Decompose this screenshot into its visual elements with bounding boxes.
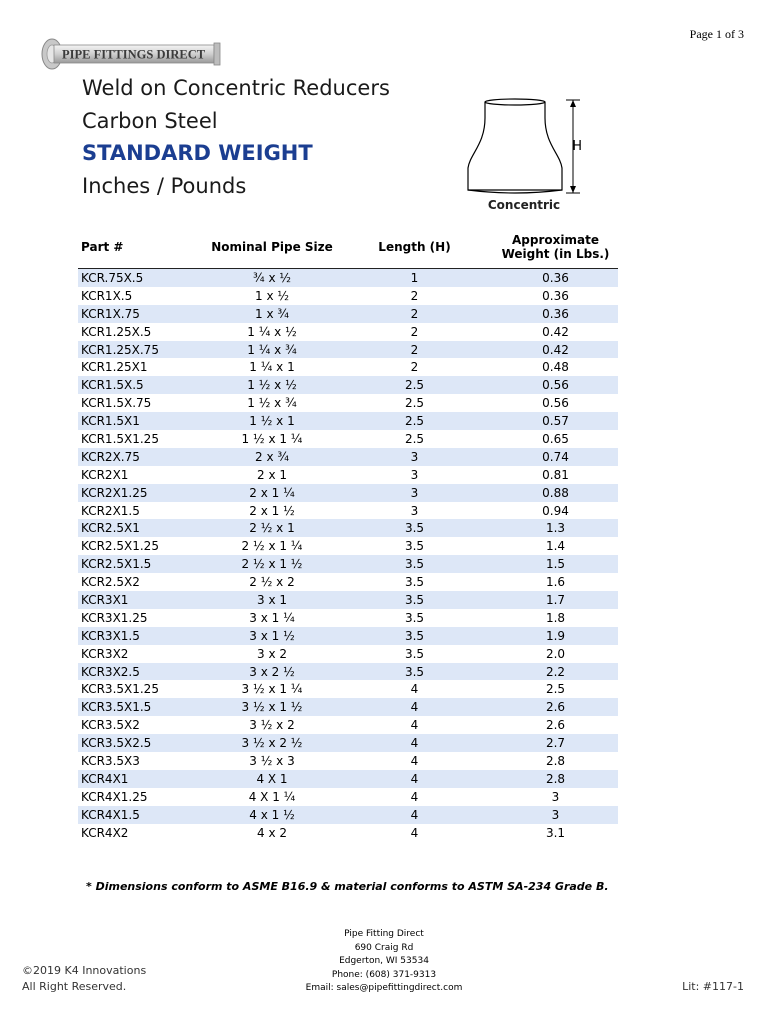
- cell-length: 2.5: [336, 376, 493, 394]
- table-row: [78, 448, 618, 466]
- cell-part-number: KCR2X1.5: [81, 503, 140, 518]
- cell-part-number: KCR3.5X1.25: [81, 682, 159, 697]
- header-length: Length (H): [378, 240, 451, 254]
- cell-part-number: KCR2.5X1.5: [78, 555, 208, 573]
- copyright: [22, 963, 146, 995]
- cell-length: 4: [336, 806, 493, 824]
- table-row: [78, 358, 618, 376]
- address-phone: Phone: (608) 371-9313: [331, 969, 437, 980]
- cell-weight: 1.8: [545, 610, 566, 625]
- cell-length: 3.5: [336, 663, 493, 681]
- cell-nominal-size: 3 ½ x 2: [249, 718, 295, 733]
- table-row: [78, 591, 618, 609]
- cell-weight: 3.1: [545, 825, 566, 840]
- cell-part-number: KCR3.5X1.5: [78, 698, 208, 716]
- title-material: Carbon Steel: [82, 108, 218, 133]
- cell-weight: 0.94: [542, 503, 569, 518]
- table-row: [78, 502, 618, 520]
- logo-text: PIPE FITTINGS DIRECT: [62, 47, 206, 62]
- cell-weight: 1.4: [545, 539, 566, 554]
- table-header-row: [78, 226, 618, 268]
- cell-nominal-size: 1 ½ x 1: [208, 412, 336, 430]
- cell-weight: 0.88: [493, 484, 618, 502]
- cell-length: 4: [410, 789, 419, 804]
- cell-nominal-size: 3 x 1: [208, 591, 336, 609]
- cell-nominal-size: 3 ½ x 2 ½: [208, 734, 336, 752]
- cell-weight: 0.74: [493, 448, 618, 466]
- table-row: [78, 680, 618, 698]
- cell-length: 2: [336, 305, 493, 323]
- cell-part-number: KCR3.5X2.5: [78, 734, 208, 752]
- cell-part-number: KCR1X.5: [81, 288, 133, 303]
- cell-weight: 2.5: [545, 682, 566, 697]
- address-company-name: Pipe Fitting Direct: [344, 929, 424, 939]
- cell-nominal-size: 2 x 1 ¼: [208, 484, 336, 502]
- cell-weight: 0.48: [542, 360, 569, 375]
- cell-nominal-size: 1 ½ x ¾: [247, 396, 297, 411]
- diagram-caption: Concentric: [487, 198, 561, 212]
- cell-weight: 0.42: [493, 341, 618, 359]
- cell-weight: 1.5: [493, 555, 618, 573]
- cell-part-number: KCR2X1: [81, 467, 129, 482]
- cell-length: 3: [410, 467, 419, 482]
- table-row: [78, 394, 618, 412]
- table-row: [78, 305, 618, 323]
- cell-nominal-size: 3 x 1 ½: [208, 627, 336, 645]
- table-row: [78, 770, 618, 788]
- cell-length: 3: [410, 503, 419, 518]
- cell-part-number: KCR2.5X2: [81, 575, 140, 590]
- cell-nominal-size: 1 x ½: [255, 288, 289, 303]
- cell-nominal-size: 1 x ¾: [208, 305, 336, 323]
- cell-length: 4: [336, 698, 493, 716]
- cell-length: 3.5: [336, 627, 493, 645]
- table-row: [78, 323, 618, 341]
- cell-nominal-size: 3 x 2: [257, 646, 287, 661]
- header-weight: [493, 226, 618, 268]
- cell-weight: 3: [493, 806, 618, 824]
- cell-part-number: KCR.75X.5: [78, 269, 208, 287]
- footnote: * Dimensions conform to ASME B16.9 & material conforms to ASTM SA-234 Grade B.: [86, 880, 609, 893]
- document-title: [82, 72, 390, 202]
- cell-weight: 0.42: [542, 324, 569, 339]
- cell-part-number: KCR3X1: [78, 591, 208, 609]
- cell-part-number: KCR4X2: [81, 825, 129, 840]
- cell-length: 3.5: [404, 610, 425, 625]
- cell-nominal-size: 2 x ¾: [208, 448, 336, 466]
- cell-weight: 2.6: [545, 718, 566, 733]
- cell-length: 2: [336, 341, 493, 359]
- table-row: [78, 752, 618, 770]
- page-number: Page 1 of 3: [689, 27, 744, 41]
- cell-nominal-size: 3 ½ x 3: [249, 753, 295, 768]
- table-row: [78, 519, 618, 537]
- cell-length: 2.5: [404, 431, 425, 446]
- cell-nominal-size: 1 ¼ x ¾: [208, 341, 336, 359]
- cell-part-number: KCR1.25X.75: [78, 341, 208, 359]
- table-row: [78, 806, 618, 824]
- cell-length: 3.5: [336, 591, 493, 609]
- table-row: [78, 341, 618, 359]
- cell-weight: 0.36: [493, 305, 618, 323]
- table-row: [78, 537, 618, 555]
- header-weight-line1: Approximate: [512, 233, 599, 247]
- cell-weight: 0.56: [493, 376, 618, 394]
- cell-weight: 0.65: [542, 431, 569, 446]
- table-row: [78, 287, 618, 305]
- cell-nominal-size: 3 x 1 ¼: [249, 610, 295, 625]
- cell-nominal-size: 2 ½ x 1: [208, 519, 336, 537]
- table-row: [78, 555, 618, 573]
- cell-nominal-size: 3 ½ x 1 ¼: [241, 682, 303, 697]
- cell-nominal-size: 4 X 1 ¼: [248, 789, 296, 804]
- cell-nominal-size: 2 x 1: [257, 467, 287, 482]
- cell-length: 3.5: [404, 539, 425, 554]
- table-row: [78, 430, 618, 448]
- cell-weight: 2.2: [493, 663, 618, 681]
- table-row: [78, 734, 618, 752]
- pipe-fittings-direct-logo: [38, 37, 224, 71]
- cell-length: 3.5: [404, 575, 425, 590]
- address-email: Email: sales@pipefittingdirect.com: [305, 983, 463, 993]
- table-row: [78, 627, 618, 645]
- cell-part-number: KCR1.5X.5: [78, 376, 208, 394]
- cell-weight: 2.0: [545, 646, 566, 661]
- table-row: [78, 269, 618, 287]
- table-body: [78, 269, 618, 842]
- cell-nominal-size: 1 ¼ x 1: [249, 360, 295, 375]
- cell-part-number: KCR3X2.5: [78, 663, 208, 681]
- table-row: [78, 698, 618, 716]
- cell-length: 4: [410, 753, 419, 768]
- table-row: [78, 788, 618, 806]
- title-weight-class: STANDARD WEIGHT: [82, 141, 313, 165]
- cell-nominal-size: 3 x 2 ½: [208, 663, 336, 681]
- cell-weight: 0.57: [493, 412, 618, 430]
- cell-part-number: KCR2.5X1: [78, 519, 208, 537]
- literature-number: Lit: #117-1: [682, 980, 744, 993]
- cell-length: 3.5: [404, 646, 425, 661]
- table-row: [78, 412, 618, 430]
- cell-length: 4: [410, 825, 419, 840]
- cell-part-number: KCR2X.75: [78, 448, 208, 466]
- rights-line: All Right Reserved.: [22, 980, 127, 993]
- table-row: [78, 484, 618, 502]
- cell-length: 4: [336, 734, 493, 752]
- cell-part-number: KCR3.5X2: [81, 718, 140, 733]
- cell-nominal-size: ¾ x ½: [208, 269, 336, 287]
- address-city: Edgerton, WI 53534: [339, 956, 429, 966]
- cell-nominal-size: 4 X 1: [208, 770, 336, 788]
- cell-length: 2.5: [336, 412, 493, 430]
- cell-length: 4: [410, 718, 419, 733]
- cell-part-number: KCR2.5X1.25: [81, 539, 159, 554]
- copyright-line: ©2019 K4 Innovations: [22, 964, 147, 977]
- cell-part-number: KCR2X1.25: [78, 484, 208, 502]
- cell-weight: 2.7: [493, 734, 618, 752]
- height-label: H: [572, 139, 582, 154]
- cell-length: 4: [410, 682, 419, 697]
- cell-weight: 0.56: [542, 396, 569, 411]
- cell-weight: 0.36: [493, 269, 618, 287]
- cell-nominal-size: 2 x 1 ½: [249, 503, 295, 518]
- table-row: [78, 466, 618, 484]
- cell-part-number: KCR1X.75: [78, 305, 208, 323]
- cell-part-number: KCR1.5X.75: [81, 396, 152, 411]
- cell-weight: 1.7: [493, 591, 618, 609]
- cell-weight: 2.6: [493, 698, 618, 716]
- cell-nominal-size: 2 ½ x 1 ½: [208, 555, 336, 573]
- table-row: [78, 716, 618, 734]
- cell-length: 3.5: [336, 519, 493, 537]
- cell-nominal-size: 2 ½ x 1 ¼: [241, 539, 303, 554]
- concentric-reducer-diagram: [458, 92, 586, 216]
- cell-part-number: KCR4X1.5: [78, 806, 208, 824]
- cell-length: 2: [410, 360, 419, 375]
- cell-length: 1: [336, 269, 493, 287]
- cell-part-number: KCR3X2: [81, 646, 129, 661]
- cell-nominal-size: 1 ½ x 1 ¼: [241, 431, 303, 446]
- header-weight-line2: Weight (in Lbs.): [501, 247, 610, 261]
- cell-part-number: KCR3.5X3: [81, 753, 140, 768]
- cell-part-number: KCR4X1: [78, 770, 208, 788]
- cell-nominal-size: 4 x 1 ½: [208, 806, 336, 824]
- cell-length: 2: [410, 324, 419, 339]
- table-row: [78, 376, 618, 394]
- title-units: Inches / Pounds: [82, 173, 247, 198]
- title-product: Weld on Concentric Reducers: [82, 76, 390, 100]
- cell-part-number: KCR1.5X1: [78, 412, 208, 430]
- cell-length: 4: [336, 770, 493, 788]
- cell-part-number: KCR1.25X1: [81, 360, 148, 375]
- cell-weight: 2.8: [493, 770, 618, 788]
- cell-weight: 0.36: [542, 288, 569, 303]
- table-row: [78, 824, 618, 842]
- table-row: [78, 609, 618, 627]
- cell-length: 3: [336, 448, 493, 466]
- cell-part-number: KCR1.5X1.25: [81, 431, 159, 446]
- cell-length: 2.5: [404, 396, 425, 411]
- cell-nominal-size: 1 ½ x ½: [208, 376, 336, 394]
- cell-weight: 3: [551, 789, 560, 804]
- cell-weight: 2.8: [545, 753, 566, 768]
- cell-length: 3: [336, 484, 493, 502]
- cell-length: 2: [410, 288, 419, 303]
- header-part-number: Part #: [81, 240, 124, 254]
- cell-part-number: KCR4X1.25: [81, 789, 148, 804]
- reducer-table: [78, 226, 618, 842]
- reducer-shape: [468, 99, 562, 193]
- cell-weight: 0.81: [542, 467, 569, 482]
- cell-nominal-size: 3 ½ x 1 ½: [208, 698, 336, 716]
- cell-length: 3.5: [336, 555, 493, 573]
- table-row: [78, 573, 618, 591]
- cell-part-number: KCR3X1.5: [78, 627, 208, 645]
- cell-weight: 1.9: [493, 627, 618, 645]
- cell-nominal-size: 2 ½ x 2: [249, 575, 295, 590]
- cell-weight: 1.6: [545, 575, 566, 590]
- cell-part-number: KCR1.25X.5: [81, 324, 152, 339]
- cell-nominal-size: 4 x 2: [257, 825, 287, 840]
- cell-nominal-size: 1 ¼ x ½: [247, 324, 297, 339]
- header-nominal-size: Nominal Pipe Size: [211, 240, 333, 254]
- address-street: 690 Craig Rd: [354, 942, 414, 953]
- table-row: [78, 663, 618, 681]
- cell-weight: 1.3: [493, 519, 618, 537]
- table-row: [78, 645, 618, 663]
- cell-part-number: KCR3X1.25: [81, 610, 148, 625]
